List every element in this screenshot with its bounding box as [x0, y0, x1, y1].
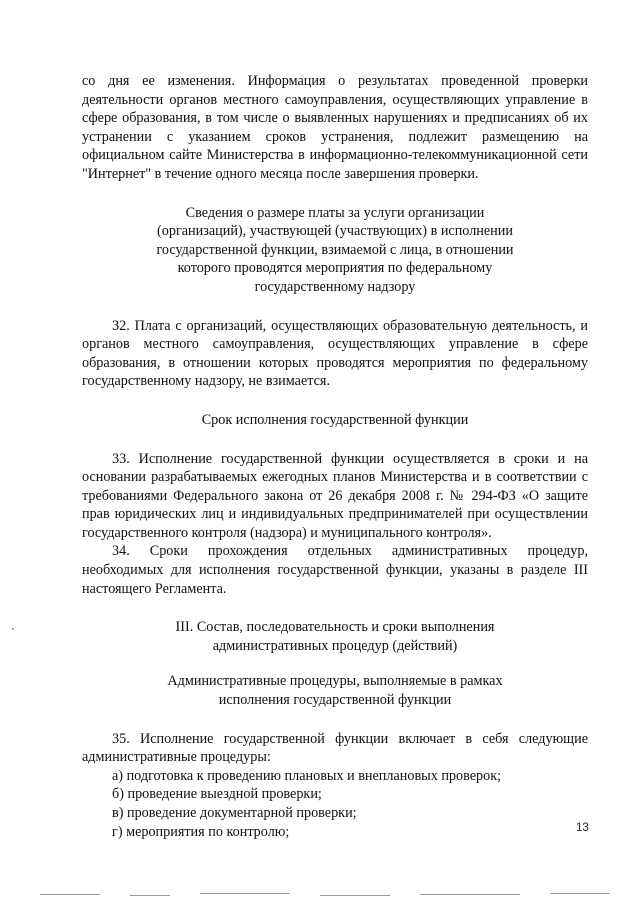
paragraph-32: 32. Плата с организаций, осуществляющих образовательную деятельность, и органов местного самоуправления, осуществляющих управление в сфере образования, в отношении которых проводятся мероприятия по федеральному государственному надзору, не взимается. [82, 317, 588, 390]
page-number: 13 [576, 822, 589, 834]
heading-admin-procedures: Административные процедуры, выполняемые в рамках исполнения государственной функции [167, 673, 503, 709]
list-item: б) проведение выездной проверки; [112, 786, 322, 803]
scan-mark [200, 893, 290, 894]
paragraph-34: 34. Сроки прохождения отдельных административных процедур, необходимых для исполнения государственной функции, указаны в разделе III настоящего Регламента. [82, 543, 588, 597]
list-item: в) проведение документарной проверки; [112, 805, 357, 821]
heading-fee-info: Сведения о размере платы за услуги организации (организаций), участвующей (участвующих) в исполнении государственной функции, взимаемой с лица, в отношении которого проводятся мероприятия по федеральному государственному надзору [156, 204, 514, 295]
paragraph-33: 33. Исполнение государственной функции осуществляется в сроки и на основании разрабатываемых ежегодных планов Министерства и в соответствии с требованиями Федерального закона от 26 декабря 2008 г. № 294-ФЗ «О защите прав юридических лиц и индивидуальных предпринимателей при осуществлении государственного контроля (надзора) и муниципального контроля». [82, 450, 588, 541]
scan-dot [12, 628, 14, 630]
procedure-list [82, 767, 588, 841]
scan-mark [420, 894, 520, 895]
scan-mark [550, 893, 610, 894]
scan-mark [130, 895, 170, 896]
heading-execution-term: Срок исполнения государственной функции [201, 411, 469, 428]
heading-section-3: III. Состав, последовательность и сроки выполнения административных процедур (действий) [175, 619, 495, 654]
list-item: г) мероприятия по контролю; [112, 823, 290, 840]
scan-mark [320, 895, 390, 896]
document-body [82, 72, 588, 841]
paragraph-intro: со дня ее изменения. Информация о результатах проведенной проверки деятельности органов местного самоуправления, осуществляющих управление в сфере образования, в том числе о выявленных нарушениях и предписаниях об их устранении с указанием сроков устранения, подлежит размещению на официальном сайте Министерства в информационно-телекоммуникационной сети "Интернет" в течение одного месяца после завершения проверки. [82, 73, 588, 182]
scan-mark [40, 894, 100, 895]
paragraph-35: 35. Исполнение государственной функции включает в себя следующие административные процедуры: [82, 730, 588, 766]
list-item: а) подготовка к проведению плановых и внеплановых проверок; [112, 767, 502, 784]
scan-bottom-edge [0, 892, 640, 898]
